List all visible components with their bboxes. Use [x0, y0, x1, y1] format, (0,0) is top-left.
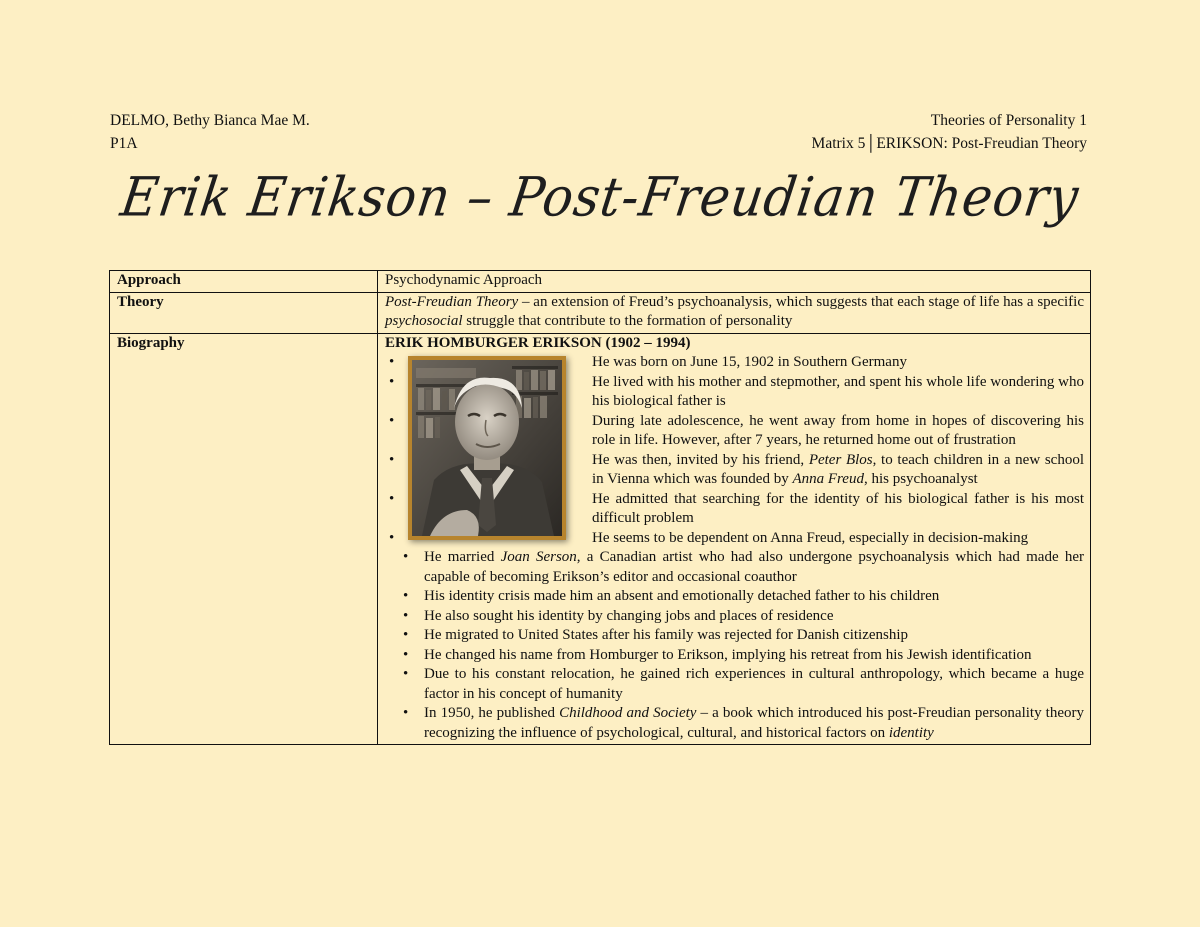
blos-text-e: , his psychoanalyst [863, 471, 978, 487]
book-identity: identity [888, 724, 934, 741]
book-title: Childhood and Society [559, 705, 697, 721]
page-title: Erik Erikson – Post-Freudian Theory [117, 165, 1083, 229]
theory-text-b: struggle that contribute to the formation of personality [462, 313, 793, 329]
list-item: • He lived with his mother and stepmother, and spent his whole life wondering who his biological father is [385, 373, 1084, 412]
course-title: Theories of Personality 1 [930, 112, 1087, 129]
biography-side-list [385, 353, 1084, 548]
matrix-title: Matrix 5│ERIKSON: Post-Freudian Theory [811, 135, 1087, 152]
list-item [385, 704, 1084, 743]
book-text-a: In 1950, he published [424, 705, 560, 721]
row-label-theory: Theory [110, 292, 378, 333]
list-item: • Due to his constant relocation, he gained rich experiences in cultural anthropology, which became a huge factor in his concept of humanity [385, 665, 1084, 704]
row-value-approach: Psychodynamic Approach [378, 271, 1091, 293]
matrix-table [109, 270, 1091, 745]
row-value-theory [378, 292, 1091, 333]
list-item: • He was born on June 15, 1902 in Southern Germany [385, 353, 1084, 373]
list-item: • He seems to be dependent on Anna Freud, especially in decision-making [385, 529, 1084, 549]
blos-text-c: , to teach children in a new school in Vienna which was founded by [592, 451, 1085, 487]
serson-text-a: He married [424, 549, 501, 565]
table-row [110, 333, 1091, 745]
theory-emph: psychosocial [385, 313, 463, 329]
serson-name: Joan Serson [500, 549, 577, 565]
student-section: P1A [110, 135, 138, 152]
list-item: • During late adolescence, he went away from home in hopes of discovering his role in life. However, after 7 years, he returned home out of frustration [385, 412, 1084, 451]
list-item: • He also sought his identity by changing jobs and places of residence [385, 607, 1084, 627]
anna-freud-name: Anna Freud [792, 471, 864, 487]
header-left [110, 109, 310, 155]
row-label-biography: Biography [110, 333, 378, 745]
list-item: • He admitted that searching for the identity of his biological father is his most difficult problem [385, 490, 1084, 529]
biography-body [385, 353, 1084, 743]
row-value-biography [378, 333, 1091, 745]
header-right [812, 109, 1087, 155]
list-item [385, 548, 1084, 587]
student-name: DELMO, Bethy Bianca Mae M. [110, 112, 310, 129]
list-item: • He migrated to United States after his family was rejected for Danish citizenship [385, 626, 1084, 646]
blos-text-a: He was then, invited by his friend, [592, 451, 809, 468]
blos-name: Peter Blos [808, 451, 873, 468]
book-text-c: – a book which introduced his post-Freudian personality theory recognizing the influence of psychological, cultural, and historical factors on [424, 705, 1084, 741]
list-item: • His identity crisis made him an absent and emotionally detached father to his children [385, 587, 1084, 607]
table-row [110, 292, 1091, 333]
theory-term: Post-Freudian Theory [385, 293, 519, 310]
biography-full-list [385, 548, 1084, 743]
row-label-approach: Approach [110, 271, 378, 293]
theory-text-a: – an extension of Freud’s psychoanalysis, which suggests that each stage of life has a specific [518, 293, 1084, 310]
list-item [385, 451, 1084, 490]
biography-heading: ERIK HOMBURGER ERIKSON (1902 – 1994) [385, 334, 691, 351]
serson-text-c: , a Canadian artist who had also undergone psychoanalysis which had made her capable of becoming Erikson’s editor and occasional coauthor [424, 549, 1084, 585]
list-item: • He changed his name from Homburger to Erikson, implying his retreat from his Jewish identification [385, 646, 1084, 666]
table-row [110, 271, 1091, 293]
